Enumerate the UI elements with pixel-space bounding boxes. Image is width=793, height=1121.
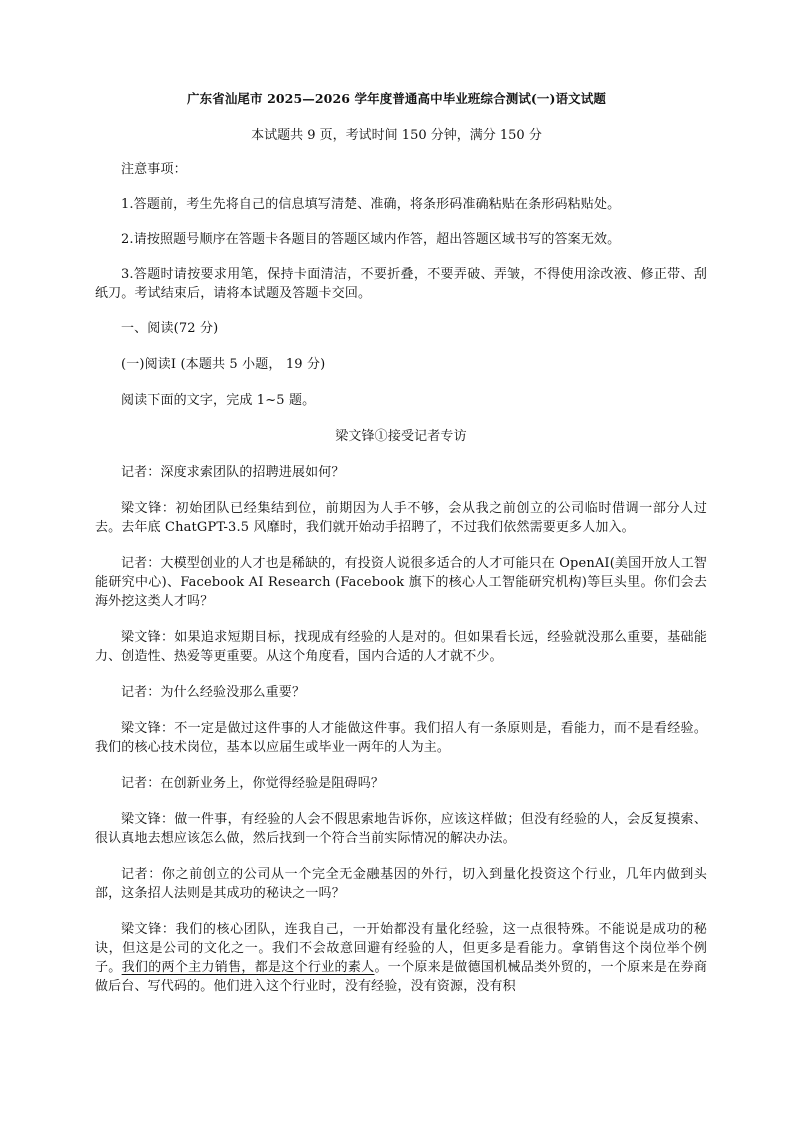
article-paragraph: 记者：你之前创立的公司从一个完全无金融基因的外行，切入到量化投资这个行业，几年内做到头部，这条招人法则是其成功的秘诀之一吗？ [95,867,707,901]
exam-content [95,160,707,1013]
last-paragraph-start: 梁文锋：我们的核心团队，连我自己，一开始都没有量化经验，这一点很特殊。不能说是成功的秘诀，但这是公司的文化之一。我们不会故意回避有经验的人，但更多是看能力。拿销售这个岗位举个例子。 [95,922,707,975]
article-paragraph: 梁文锋：不一定是做过这件事的人才能做这件事。我们招人有一条原则是，看能力，而不是看经验。我们的核心技术岗位，基本以应届生或毕业一两年的人为主。 [95,721,707,755]
article-title: 梁文锋①接受记者专访 [335,429,467,444]
article-paragraph: 记者：为什么经验没那么重要？ [121,685,306,700]
reading-instruction: 阅读下面的文字，完成 1~5 题。 [121,393,316,408]
article-paragraph: 梁文锋：初始团队已经集结到位，前期因为人手不够，会从我之前创立的公司临时借调一部分人过去。去年底 ChatGPT-3.5 风靡时，我们就开始动手招聘了，不过我们依然需要更多人加入。 [95,501,707,535]
notice-item-1: 1.答题前，考生先将自己的信息填写清楚、准确，将条形码准确粘贴在条形码粘贴处。 [121,197,621,212]
article-paragraph: 记者：深度求索团队的招聘进展如何？ [121,465,345,480]
last-paragraph-end: 。一个原来是做德国机械品类外贸的，一个原来是在券商做后台、写代码的。他们进入这个行业时，没有经验，没有资源，没有积 [95,960,707,994]
notice-heading: 注意事项： [121,162,187,177]
underlined-sentence: 我们的两个主力销售，都是这个行业的素人 [121,960,375,975]
article-paragraph: 记者：大模型创业的人才也是稀缺的，有投资人说很多适合的人才可能只在 OpenAI(美国开放人工智能研究中心)、Facebook AI Research (Facebook 旗下的核心人工智能研究机构)等巨头里。你们会去海外挖这类人才吗？ [95,556,707,609]
article-paragraph: 梁文锋：如果追求短期目标，找现成有经验的人是对的。但如果看长远，经验就没那么重要，基础能力、创造性、热爱等更重要。从这个角度看，国内合适的人才就不少。 [95,630,707,664]
exam-title: 广东省汕尾市 2025—2026 学年度普通高中毕业班综合测试(一)语文试题 [187,91,606,106]
article-paragraph-last [95,920,707,996]
part-title: 一、阅读(72 分) [121,321,219,336]
exam-subtitle: 本试题共 9 页，考试时间 150 分钟，满分 150 分 [251,128,542,143]
article-paragraph: 记者：在创新业务上，你觉得经验是阻碍吗？ [121,776,385,791]
notice-item-3: 3.答题时请按要求用笔，保持卡面清洁，不要折叠，不要弄破、弄皱，不得使用涂改液、修正带、刮纸刀。考试结束后，请将本试题及答题卡交回。 [95,267,707,301]
article-paragraph: 梁文锋：做一件事，有经验的人会不假思索地告诉你，应该这样做；但没有经验的人，会反复摸索、很认真地去想应该怎么做，然后找到一个符合当前实际情况的解决办法。 [95,812,707,846]
notice-item-2: 2.请按照题号顺序在答题卡各题目的答题区域内作答，超出答题区域书写的答案无效。 [121,232,621,247]
sub-section-title: (一)阅读Ⅰ (本题共 5 小题， 19 分) [121,357,326,372]
